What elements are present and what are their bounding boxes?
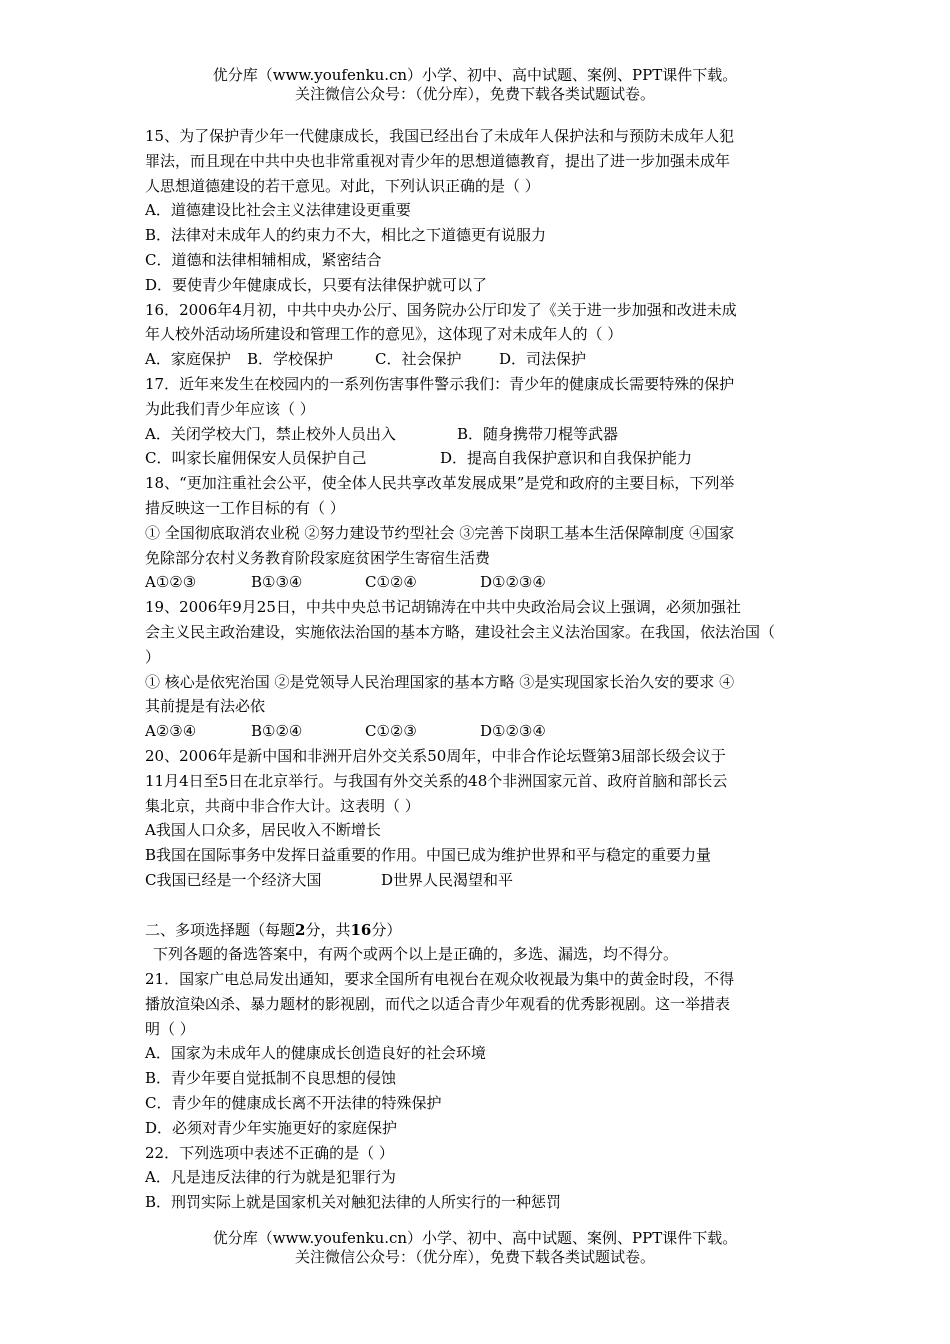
option-c: C．道德和法律相辅相成，紧密结合 [145, 250, 382, 269]
option-a: A．关闭学校大门，禁止校外人员出入 [145, 424, 396, 443]
option-d: D．司法保护 [499, 350, 587, 369]
page-footer [0, 1229, 950, 1267]
question-stem-line: ① 核心是依宪治国 ②是党领导人民治理国家的基本方略 ③是实现国家长治久安的要求 ④ [145, 672, 735, 691]
option-a: A②③④ [145, 722, 197, 741]
option-d: D①②③④ [480, 722, 546, 741]
question-stem-line: 16．2006年4月初，中共中央办公厅、国务院办公厅印发了《关于进一步加强和改进未成 [145, 300, 737, 319]
option-d: D．提高自我保护意识和自我保护能力 [440, 449, 693, 468]
page-header [0, 66, 950, 104]
option-a: A．家庭保护 [145, 350, 231, 369]
question-stem-line: 11月4日至5日在北京举行。与我国有外交关系的48个非洲国家元首、政府首脑和部长云 [145, 771, 728, 790]
header-line-2: 关注微信公众号：（优分库），免费下载各类试题试卷。 [294, 85, 655, 103]
question-19 [145, 595, 809, 744]
option-c: C．青少年的健康成长离不开法律的特殊保护 [145, 1094, 442, 1113]
option-d: D．必须对青少年实施更好的家庭保护 [145, 1118, 398, 1137]
option-b: B．青少年要自觉抵制不良思想的侵蚀 [145, 1069, 397, 1088]
question-21 [145, 967, 809, 1141]
options-row [145, 868, 809, 893]
options-row [145, 422, 809, 447]
option-a: A．道德建设比社会主义法律建设更重要 [145, 201, 411, 220]
question-stem-line: 措反映这一工作目标的有（ ） [145, 498, 345, 517]
option-c: C．叫家长雇佣保安人员保护自己 [145, 449, 367, 468]
question-16 [145, 298, 809, 372]
option-b: B．刑罚实际上就是国家机关对触犯法律的人所实行的一种惩罚 [145, 1193, 562, 1212]
option-c: C①②④ [365, 573, 417, 592]
option-a: A我国人口众多，居民收入不断增长 [145, 821, 381, 840]
option-c: C我国已经是一个经济大国 [145, 870, 322, 889]
option-c: C．社会保护 [375, 350, 462, 369]
option-b: B我国在国际事务中发挥日益重要的作用。中国已成为维护世界和平与稳定的重要力量 [145, 846, 712, 865]
option-a: A①②③ [145, 573, 197, 592]
question-stem-line: 21．国家广电总局发出通知，要求全国所有电视台在观众收视最为集中的黄金时段，不得 [145, 970, 735, 989]
question-stem-line: 免除部分农村义务教育阶段家庭贫困学生寄宿生活费 [145, 548, 491, 567]
footer-line-2: 关注微信公众号：（优分库），免费下载各类试题试卷。 [294, 1248, 655, 1266]
option-b: B．学校保护 [247, 350, 334, 369]
question-stem-line: 人思想道德建设的若干意见。对此，下列认识正确的是（ ） [145, 176, 540, 195]
points-per-question: 2 [295, 920, 306, 939]
option-b: B①②④ [251, 722, 303, 741]
question-stem-line: 20、2006年是新中国和非洲开启外交关系50周年，中非合作论坛暨第3届部长级会议于 [145, 746, 726, 765]
option-b: B①③④ [251, 573, 303, 592]
question-stem-line: ① 全国彻底取消农业税 ②努力建设节约型社会 ③完善下岗职工基本生活保障制度 ④国家 [145, 523, 735, 542]
question-18 [145, 471, 809, 595]
question-stem-line: ） [145, 647, 161, 666]
question-stem-line: 19、2006年9月25日，中共中央总书记胡锦涛在中共中央政治局会议上强调，必须加强社 [145, 598, 741, 617]
question-stem-line: 罪法，而且现在中共中央也非常重视对青少年的思想道德教育，提出了进一步加强未成年 [145, 151, 731, 170]
section-2-instruction: 下列各题的备选答案中，有两个或两个以上是正确的，多选、漏选，均不得分。 [153, 945, 679, 964]
option-d: D．要使青少年健康成长，只要有法律保护就可以了 [145, 275, 488, 294]
option-a: A．国家为未成年人的健康成长创造良好的社会环境 [145, 1044, 486, 1063]
options-row [145, 719, 809, 744]
question-stem-line: 22．下列选项中表述不正确的是（ ） [145, 1143, 394, 1162]
option-a: A．凡是违反法律的行为就是犯罪行为 [145, 1168, 396, 1187]
question-22 [145, 1141, 809, 1215]
question-stem-line: 集北京，共商中非合作大计。这表明（ ） [145, 796, 420, 815]
total-points: 16 [350, 920, 372, 939]
section-title-text: 二、多项选择题（每题 [145, 920, 296, 939]
question-17 [145, 372, 809, 471]
option-d: D①②③④ [480, 573, 546, 592]
spacer [145, 893, 809, 918]
question-20 [145, 744, 809, 893]
question-stem-line: 其前提是有法必依 [145, 697, 266, 716]
options-row [145, 347, 809, 372]
section-title-text: 分） [371, 920, 402, 939]
question-stem-line: 18、“更加注重社会公平，使全体人民共享改革发展成果”是党和政府的主要目标，下列举 [145, 474, 735, 493]
question-stem-line: 会主义民主政治建设，实施依法治国的基本方略，建设社会主义法治国家。在我国，依法治国（ [145, 622, 776, 641]
question-stem-line: 明（ ） [145, 1019, 195, 1038]
question-stem-line: 年人校外活动场所建设和管理工作的意见》，这体现了对未成年人的（ ） [145, 325, 623, 344]
options-row [145, 570, 809, 595]
question-stem-line: 17．近年来发生在校园内的一系列伤害事件警示我们：青少年的健康成长需要特殊的保护 [145, 374, 735, 393]
exam-content [145, 124, 809, 1215]
header-line-1: 优分库（www.youfenku.cn）小学、初中、高中试题、案例、PPT课件下载。 [212, 66, 738, 84]
question-stem-line: 为此我们青少年应该（ ） [145, 399, 315, 418]
section-2-title [145, 918, 809, 943]
section-title-text: 分，共 [305, 920, 351, 939]
option-b: B．随身携带刀棍等武器 [457, 424, 619, 443]
option-d: D世界人民渴望和平 [381, 870, 514, 889]
question-15 [145, 124, 809, 298]
options-row [145, 446, 809, 471]
footer-line-1: 优分库（www.youfenku.cn）小学、初中、高中试题、案例、PPT课件下载。 [212, 1229, 738, 1247]
question-stem-line: 播放渲染凶杀、暴力题材的影视剧，而代之以适合青少年观看的优秀影视剧。这一举措表 [145, 994, 731, 1013]
option-c: C①②③ [365, 722, 417, 741]
question-stem-line: 15、为了保护青少年一代健康成长，我国已经出台了未成年人保护法和与预防未成年人犯 [145, 127, 735, 145]
option-b: B．法律对未成年人的约束力不大，相比之下道德更有说服力 [145, 226, 547, 245]
